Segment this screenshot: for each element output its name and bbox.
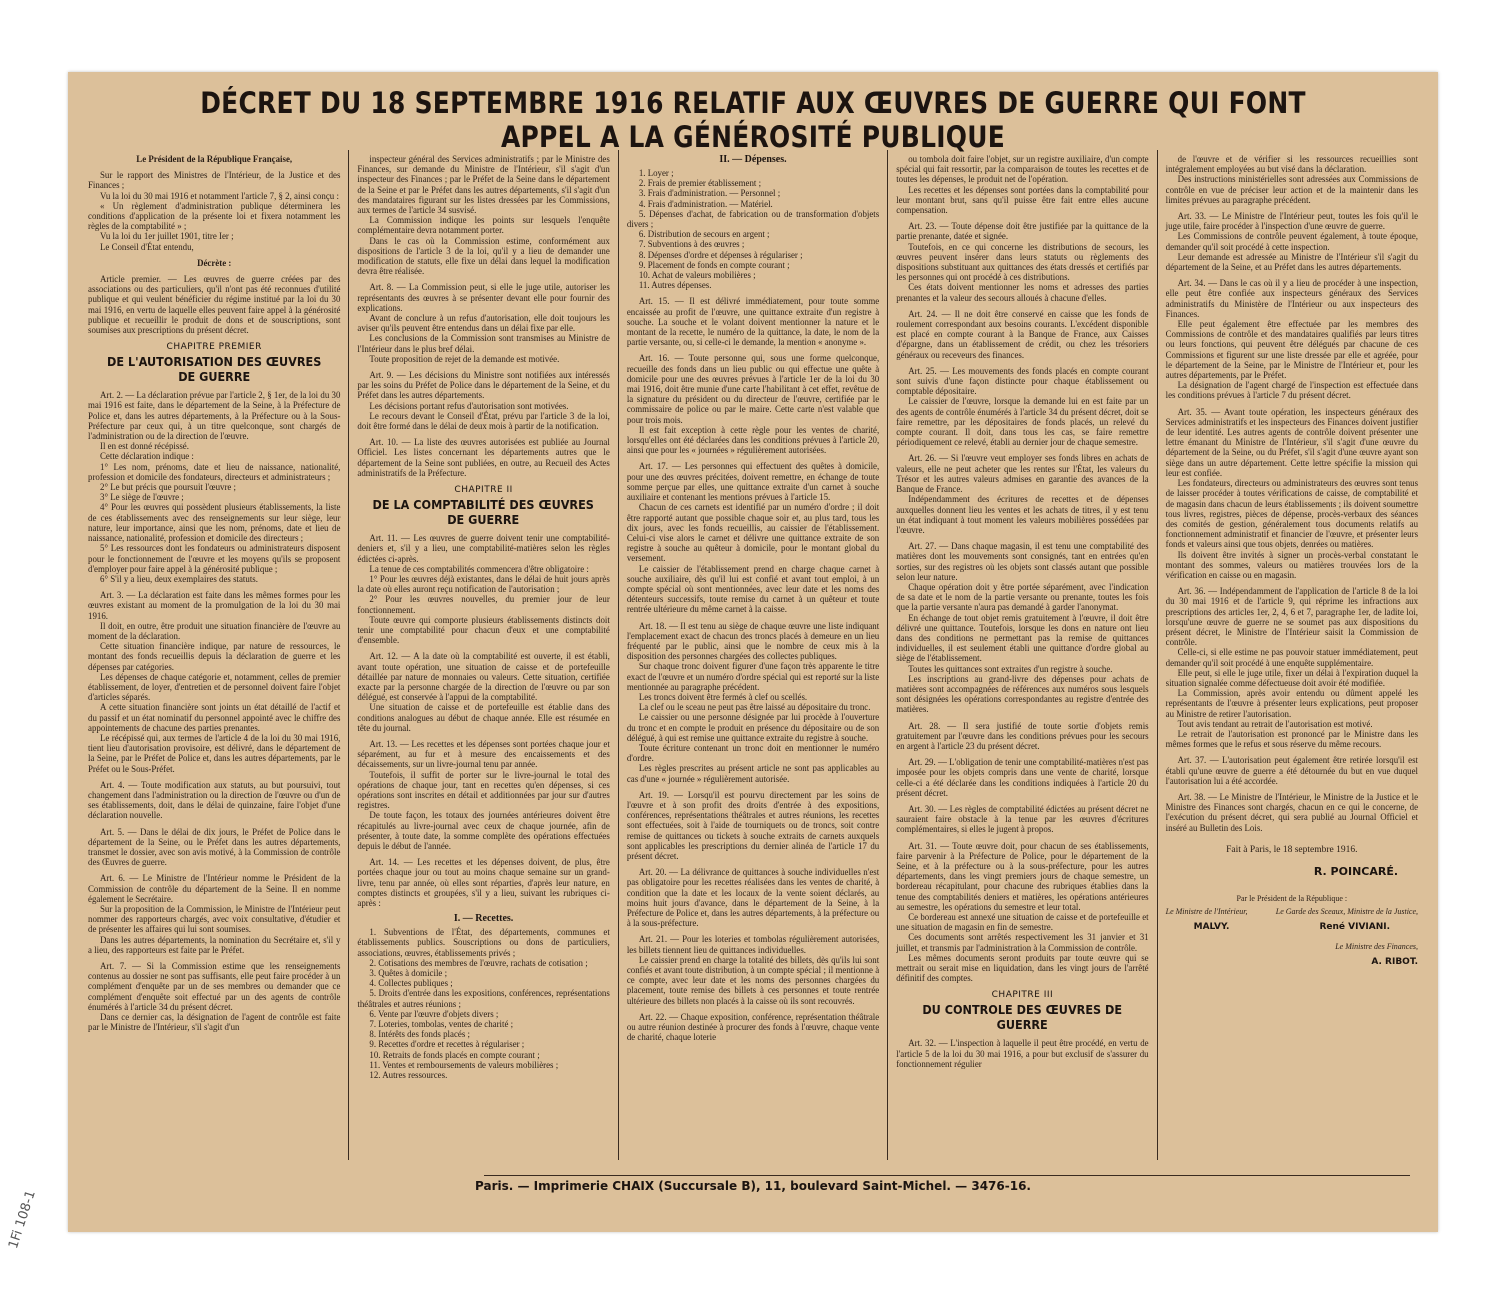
article-17: Art. 17. — Les personnes qui effectuent des quêtes à domicile, pour une des œuvres précitées, doivent remettre, en échange de toute somme perçue par elles, une quittance extraite d'un carnet à souche auxiliaire et contenant les mentions prévues à l'article 15. bbox=[626, 461, 880, 503]
article-14: Art. 14. — Les recettes et les dépenses doivent, de plus, être portées chaque jour ou tout au moins chaque semaine sur un grand-livre, tenu par année, où elles sont réparties, d'après leur nature, en comptes distincts et groupées, s'il y a lieu, suivant les rubriques ci-après : bbox=[357, 857, 610, 908]
list-item: 11. Autres dépenses. bbox=[638, 280, 712, 291]
list-item: 6. Distribution de secours en argent ; bbox=[638, 229, 770, 240]
article-36: Art. 36. — Indépendamment de l'application de l'article 8 de la loi du 30 mai 1916 et de l'article 9, qui réprime les infractions aux prescriptions des articles 1er, 2, 4, 6 et 7, paragraphe 1er, de ladite loi, lorsqu'une œuvre de guerre ne se soumet pas aux dispositions du présent décret, le Ministre de l'Intérieur saisit la Commission de contrôle. bbox=[1165, 586, 1419, 648]
paragraph: Toute écriture contenant un tronc doit en mentionner le numéro d'ordre. bbox=[626, 742, 880, 764]
article-10: Art. 10. — La liste des œuvres autorisées est publiée au Journal Officiel. Les listes concernant les départements autres que le département de la Seine sont publiées, en outre, au Recueil des Actes administratifs de la Préfecture. bbox=[357, 437, 610, 478]
paragraph: Ce bordereau est annexé une situation de caisse et de portefeuille et une situation de magasin en fin de semestre. bbox=[896, 912, 1149, 933]
list-item: 8. Intérêts des fonds placés ; bbox=[369, 1029, 470, 1040]
paragraph: La tenue de ces comptabilités commencera d'être obligatoire : bbox=[369, 563, 589, 574]
article-35: Art. 35. — Avant toute opération, les inspecteurs généraux des Services administratifs et les inspecteurs des Finances doivent justifier de leur identité. Les autres agents de contrôle doivent présenter une lettre émanant du Ministre de l'Intérieur, s'il s'agit d'une œuvre du département de la Seine, ou du Préfet, s'il s'agit d'une œuvre ayant son siège dans un autre département. Cette lettre spécifie la mission qui leur est confiée. bbox=[1165, 406, 1419, 478]
article-8: Art. 8. — La Commission peut, si elle le juge utile, autoriser les représentants des œuvres à se présenter devant elle pour fournir des explications. bbox=[357, 282, 610, 313]
footer-rule bbox=[484, 1175, 1410, 1176]
column-2 bbox=[348, 150, 617, 1160]
paragraph: Le caissier prend en charge la totalité des billets, dès qu'ils lui sont confiés et avant toute distribution, à un compte spécial ; il mentionne à ce compte, avec leur date et les noms des personnes chargées du placement, toute remise des billets à ces personnes et toute rentrée ultérieure des billets non placés à la caisse où ils sont recouvrés. bbox=[626, 954, 880, 1006]
article-11: Art. 11. — Les œuvres de guerre doivent tenir une comptabilité-deniers et, s'il y a lieu, une comptabilité-matières selon les règles édictées ci-après. bbox=[357, 533, 610, 564]
article-33: Art. 33. — Le Ministre de l'Intérieur peut, toutes les fois qu'il le juge utile, faire procéder à l'inspection d'une œuvre de guerre. bbox=[1165, 211, 1419, 232]
article-38: Art. 38. — Le Ministre de l'Intérieur, le Ministre de la Justice et le Ministre des Finances sont chargés, chacun en ce qui le concerne, de l'exécution du présent décret, qui sera publié au Journal Officiel et inséré au Bulletin des Lois. bbox=[1165, 791, 1419, 833]
paragraph: de l'œuvre et de vérifier si les ressources recueillies sont intégralement employées au but visé dans la déclaration. bbox=[1165, 154, 1419, 175]
minister-justice-name: René VIVIANI. bbox=[1319, 921, 1391, 932]
column-1 bbox=[80, 150, 348, 1160]
paragraph: Le Conseil d'État entendu, bbox=[100, 241, 194, 252]
list-item: 5. Dépenses d'achat, de fabrication ou de transformation d'objets divers ; bbox=[626, 208, 880, 230]
paragraph: Dans ce dernier cas, la désignation de l'agent de contrôle est faite par le Ministre de l'Intérieur, s'il s'agit d'un bbox=[88, 1012, 341, 1033]
paragraph: De toute façon, les totaux des journées antérieures doivent être récapitulés au livre-journal avec ceux de chaque journée, afin de présenter, à toute date, la somme complète des opérations effectuées depuis le début de l'année. bbox=[357, 810, 610, 851]
article-30: Art. 30. — Les règles de comptabilité édictées au présent décret ne sauraient faire obstacle à la tenue par les œuvres d'écritures complémentaires, si elles le jugent à propos. bbox=[896, 803, 1149, 835]
article-28: Art. 28. — Il sera justifié de toute sortie d'objets remis gratuitement par l'œuvre dans les conditions prévues pour les secours en argent à l'article 23 du présent décret. bbox=[896, 720, 1149, 751]
depenses-heading: II. — Dépenses. bbox=[719, 154, 787, 165]
paragraph: Les dépenses de chaque catégorie et, notamment, celles de premier établissement, de loyer, d'entretien et de personnel doivent faire l'objet d'articles séparés. bbox=[88, 671, 341, 703]
paragraph: Des instructions ministérielles sont adressées aux Commissions de contrôle en vue de préciser leur action et de la maintenir dans les limites prévues au paragraphe précédent. bbox=[1165, 174, 1419, 205]
president-signature: R. POINCARÉ. bbox=[1313, 864, 1399, 878]
column-5 bbox=[1157, 150, 1426, 1160]
paragraph: 2° Pour les œuvres nouvelles, du premier jour de leur fonctionnement. bbox=[357, 594, 610, 615]
paragraph: Les Commissions de contrôle peuvent également, à toute époque, demander qu'il soit procédé à cette inspection. bbox=[1165, 231, 1419, 252]
article-27: Art. 27. — Dans chaque magasin, il est tenu une comptabilité des matières dont les mouvements sont consignés, tant en entrées qu'en sorties, sur des registres où les objets sont classés autant que possible selon leur nature. bbox=[896, 541, 1149, 582]
paragraph: Ces documents sont arrêtés respectivement les 31 janvier et 31 juillet, et transmis par l'administration à la Commission de contrôle. bbox=[896, 932, 1149, 953]
paragraph: Sur chaque tronc doivent figurer d'une façon très apparente le titre exact de l'œuvre et un numéro d'ordre spécial qui est reporté sur la liste mentionnée au paragraphe précédent. bbox=[626, 661, 880, 692]
list-item: 5. Droits d'entrée dans les expositions, conférences, représentations théâtrales et autres réunions ; bbox=[357, 988, 610, 1009]
paragraph: 4° Pour les œuvres qui possèdent plusieurs établissements, la liste de ces établissements avec des renseignements sur leur siège, leur nature, leur importance, ainsi que les nom, prénoms, date et lieu de naissance, nationalité, profession et domicile des directeurs ; bbox=[88, 502, 341, 544]
paragraph: Elle peut, si elle le juge utile, fixer un délai à l'expiration duquel la situation signalée comme défectueuse doit avoir été modifiée. bbox=[1165, 667, 1419, 688]
par-le-president: Par le Président de la République : bbox=[1236, 893, 1348, 903]
paragraph: Celle-ci, si elle estime ne pas pouvoir statuer immédiatement, peut demander qu'il soit procédé à une enquête supplémentaire. bbox=[1165, 647, 1419, 668]
article-37: Art. 37. — L'autorisation peut également être retirée lorsqu'il est établi qu'une œuvre de guerre a été détournée du but en vue duquel l'autorisation lui a été accordée. bbox=[1165, 755, 1419, 786]
paragraph: 3° Le siège de l'œuvre ; bbox=[100, 492, 184, 503]
poster-sheet bbox=[68, 72, 1438, 1232]
article-20: Art. 20. — La délivrance de quittances à souche individuelles n'est pas obligatoire pour les recettes réalisées dans les ventes de charité, à condition que la date et les locaux de la vente soient déclarés, au moins huit jours d'avance, dans le département de la Seine, à la Préfecture de Police et, dans les autres départements, à la préfecture ou à la sous-préfecture. bbox=[626, 867, 880, 929]
article-18: Art. 18. — Il est tenu au siège de chaque œuvre une liste indiquant l'emplacement exact de chacun des troncs placés à demeure en un lieu fréquenté par le public, ainsi que le nombre de ceux mis à la disposition des personnes chargées des collectes publiques. bbox=[626, 620, 880, 662]
paragraph: Le caissier ou une personne désignée par lui procède à l'ouverture du tronc et en compte le produit en présence du dépositaire ou de son délégué, à qui est remise une quittance extraite du registre à souche. bbox=[626, 712, 880, 743]
article-24: Art. 24. — Il ne doit être conservé en caisse que les fonds de roulement correspondant aux besoins courants. L'excédent disponible est placé en compte courant à la Banque de France, aux Caisses d'épargne, dans un établissement de crédit, ou chez les trésoriers généraux ou receveurs des finances. bbox=[896, 308, 1149, 360]
paragraph: Sur le rapport des Ministres de l'Intérieur, de la Justice et des Finances ; bbox=[88, 170, 341, 191]
article-34: Art. 34. — Dans le cas où il y a lieu de procéder à une inspection, elle peut être confiée aux inspecteurs généraux des Services administratifs du Ministère de l'Intérieur ou aux inspecteurs des Finances. bbox=[1165, 278, 1419, 319]
decree-title: DÉCRET DU 18 SEPTEMBRE 1916 RELATIF AUX ŒUVRES DE GUERRE QUI FONT APPEL A LA GÉNÉROSITÉ PUBLIQUE bbox=[200, 86, 1306, 154]
chapter-3-title: DU CONTROLE DES ŒUVRES DE GUERRE bbox=[922, 1002, 1123, 1033]
article-21: Art. 21. — Pour les loteries et tombolas régulièrement autorisées, les billets tiennent lieu de quittances individuelles. bbox=[626, 934, 880, 955]
chapter-2-label: CHAPITRE II bbox=[454, 485, 513, 496]
paragraph: Vu la loi du 1er juillet 1901, titre Ier ; bbox=[100, 231, 234, 242]
paragraph: La désignation de l'agent chargé de l'inspection est effectuée dans les conditions prévues à l'article 7 du présent décret. bbox=[1165, 380, 1419, 401]
paragraph: Toutefois, il suffit de porter sur le livre-journal le total des opérations de chaque jour, tant en recettes qu'en dépenses, si ces opérations sont inscrites en détail et additionnées par jour sur d'autres registres. bbox=[357, 769, 610, 811]
paragraph: Les troncs doivent être fermés à clef ou scellés. bbox=[638, 691, 808, 702]
paragraph: Le caissier de l'établissement prend en charge chaque carnet à souche auxiliaire, dès qu'il lui est confié et avant tout emploi, à un compte spécial où sont mentionnées, avec leur date et les noms des détenteurs successifs, toute remise du carnet à un quêteur et toute rentrée ultérieure du même carnet à la caisse. bbox=[626, 563, 880, 615]
article-26: Art. 26. — Si l'œuvre veut employer ses fonds libres en achats de valeurs, elle ne peut acheter que les rentes sur l'État, les valeurs du Trésor et les autres valeurs admises en garantie des avances de la Banque de France. bbox=[896, 453, 1149, 495]
paragraph: Le retrait de l'autorisation est prononcé par le Ministre dans les mêmes formes que le refus et sous réserve du même recours. bbox=[1165, 728, 1419, 750]
article-12: Art. 12. — A la date où la comptabilité est ouverte, il est établi, avant toute opération, une situation de caisse et de portefeuille détaillée par nature de monnaies ou valeurs. Cette situation, certifiée exacte par la personne chargée de la direction de l'œuvre ou par son délégué, est conservée à l'appui de la comptabilité. bbox=[357, 651, 610, 703]
list-item: 2. Cotisations des membres de l'œuvre, rachats de cotisation ; bbox=[369, 957, 588, 968]
list-item: 3. Frais d'administration. — Personnel ; bbox=[638, 188, 781, 199]
paragraph: Avant de conclure à un refus d'autorisation, elle doit toujours les aviser qu'ils peuvent être entendus dans un délai fixe par elle. bbox=[357, 313, 610, 334]
paragraph: 1° Les nom, prénoms, date et lieu de naissance, nationalité, profession et domicile des fondateurs, directeurs et administrateurs ; bbox=[88, 461, 341, 482]
printer-imprint: Paris. — Imprimerie CHAIX (Succursale B), 11, boulevard Saint-Michel. — 3476-16. bbox=[475, 1179, 1031, 1193]
list-item: 7. Subventions à des œuvres ; bbox=[638, 239, 745, 250]
article-4: Art. 4. — Toute modification aux statuts, au but poursuivi, tout changement dans l'administration ou la direction de l'œuvre ou d'un de ses établissements, doit, dans le délai de quinzaine, faire l'objet d'une déclaration nouvelle. bbox=[88, 779, 341, 821]
paragraph: A cette situation financière sont joints un état détaillé de l'actif et du passif et un état nominatif du personnel appointé avec le chiffre des appointements de chacune des parties prenantes. bbox=[88, 702, 341, 733]
list-item: 9. Recettes d'ordre et recettes à régulariser ; bbox=[369, 1039, 525, 1050]
paragraph: Dans les autres départements, la nomination du Secrétaire et, s'il y a lieu, des rapporteurs est faite par le Préfet. bbox=[88, 934, 341, 955]
list-item: 10. Achat de valeurs mobilières ; bbox=[638, 270, 756, 281]
paragraph: Tout avis tendant au retrait de l'autorisation est motivé. bbox=[1177, 718, 1373, 729]
article-19: Art. 19. — Lorsqu'il est pourvu directement par les soins de l'œuvre et à son profit des droits d'entrée à des expositions, conférences, représentations théâtrales et autres réunions, les recettes sont effectuées, soit à l'aide de tourniquets ou de troncs, soit contre remise de quittances ou tickets à souche extraits de carnets auxquels sont applicables les prescriptions du dernier alinéa de l'article 17 du présent décret. bbox=[626, 789, 880, 861]
paragraph: Il est fait exception à cette règle pour les ventes de charité, lorsqu'elles ont été déclarées dans les conditions prévues à l'article 20, ainsi que pour les « journées » régulièrement autorisées. bbox=[626, 424, 880, 456]
article-5: Art. 5. — Dans le délai de dix jours, le Préfet de Police dans le département de la Seine, ou le Préfet dans les autres départements, transmet le dossier, avec son avis motivé, à la Commission de contrôle des Œuvres de guerre. bbox=[88, 826, 341, 868]
list-item: 7. Loteries, tombolas, ventes de charité ; bbox=[369, 1019, 514, 1030]
paragraph: Le recours devant le Conseil d'État, prévu par l'article 3 de la loi, doit être formé dans le délai de deux mois à partir de la notification. bbox=[357, 410, 610, 432]
paragraph: Chacun de ces carnets est identifié par un numéro d'ordre ; il doit être rapporté autant que possible chaque soir et, au plus tard, tous les dix jours, avec les fonds recueillis, au caissier de l'établissement. Celui-ci vise alors le carnet et délivre une quittance extraite de son registre à souche au quêteur à domicile, pour le montant global du versement. bbox=[626, 502, 880, 564]
paragraph: 6° S'il y a lieu, deux exemplaires des statuts. bbox=[100, 573, 258, 584]
paragraph: La clef ou le sceau ne peut pas être laissé au dépositaire du tronc. bbox=[638, 702, 871, 713]
paragraph: Le caissier de l'œuvre, lorsque la demande lui en est faite par un des agents de contrôle énumérés à l'article 34 du présent décret, doit se faire remettre, par les dépositaires de fonds placés, un relevé du compte courant. Il doit, dans tous les cas, se faire remettre périodiquement ce relevé, établi au dernier jour de chaque semestre. bbox=[896, 396, 1149, 448]
decrete: Décrète : bbox=[197, 257, 232, 268]
list-item: 4. Collectes publiques ; bbox=[369, 978, 453, 989]
minister-justice-label: Le Garde des Sceaux, Ministre de la Justice, bbox=[1275, 906, 1419, 916]
minister-finances-label: Le Ministre des Finances, bbox=[1335, 941, 1419, 951]
paragraph: 5° Les ressources dont les fondateurs ou administrateurs disposent pour le fonctionnement de l'œuvre et les moyens qu'ils se proposent d'employer pour faire appel à la générosité publique ; bbox=[88, 543, 341, 574]
paragraph: Le récépissé qui, aux termes de l'article 4 de la loi du 30 mai 1916, tient lieu d'autorisation provisoire, est délivré, dans le département de la Seine, par le Préfet de Police et, dans les autres départements, par le Préfet ou le Sous-Préfet. bbox=[88, 732, 341, 774]
chapter-1-title: DE L'AUTORISATION DES ŒUVRES DE GUERRE bbox=[107, 354, 322, 385]
minister-finances bbox=[1166, 942, 1418, 967]
paragraph: Chaque opération doit y être portée séparément, avec l'indication de sa date et le nom de la partie versante ou prenante, toutes les fois que la partie versante n'aura pas demandé à garder l'anonymat. bbox=[896, 581, 1149, 613]
paragraph: En échange de tout objet remis gratuitement à l'œuvre, il doit être délivré une quittance. Toutefois, lorsque les dons en nature ont lieu dans des conditions ne permettant pas la remise de quittances individuelles, il est seulement établi une quittance d'ordre global au siège de l'établissement. bbox=[896, 612, 1149, 664]
list-item: 3. Quêtes à domicile ; bbox=[369, 968, 448, 979]
paragraph: inspecteur général des Services administratifs ; par le Ministre des Finances, sur demande du Ministre de l'Intérieur, s'il s'agit d'un inspecteur des Finances ; par le Préfet de la Seine dans le département de la Seine et par le Préfet dans les autres départements, s'il s'agit d'un des mandataires figurant sur les listes dressées par les Commissions, aux termes de l'article 34 susvisé. bbox=[357, 154, 610, 216]
paragraph: Ils doivent être invités à signer un procès-verbal constatant le montant des sommes, valeurs ou matières trouvées lors de la vérification en caisse ou en magasin. bbox=[1165, 549, 1419, 580]
paragraph: Cette déclaration indique : bbox=[100, 451, 194, 462]
article-9: Art. 9. — Les décisions du Ministre sont notifiées aux intéressés par les soins du Préfet de Police dans le département de la Seine, et du Préfet dans les autres départements. bbox=[357, 370, 610, 401]
minister-finances-name: A. RIBOT. bbox=[1371, 956, 1419, 967]
paragraph: La Commission, après avoir entendu ou dûment appelé les représentants de l'œuvre à présenter leurs explications, peut proposer au Ministre de retirer l'autorisation. bbox=[1165, 688, 1419, 719]
list-item: 4. Frais d'administration. — Matériel. bbox=[638, 198, 773, 209]
article-29: Art. 29. — L'obligation de tenir une comptabilité-matières n'est pas imposée pour les objets compris dans une vente de charité, lorsque celle-ci a été déclarée dans les conditions indiquées à l'article 20 du présent décret. bbox=[896, 757, 1149, 798]
list-item: 6. Vente par l'œuvre d'objets divers ; bbox=[369, 1008, 499, 1019]
article-1: Article premier. — Les œuvres de guerre créées par des associations ou des particuliers, qu'il n'ont pas été reconnues d'utilité publique et qui veulent bénéficier du régime institué par la loi du 30 mai 1916, en vertu de laquelle elles peuvent faire appel à la générosité publique et recueillir le produit de dons et de souscriptions, sont soumises aux prescriptions du présent décret. bbox=[88, 274, 341, 336]
paragraph: Vu la loi du 30 mai 1916 et notamment l'article 7, § 2, ainsi conçu : bbox=[100, 190, 339, 201]
article-15: Art. 15. — Il est délivré immédiatement, pour toute somme encaissée au profit de l'œuvre, une quittance extraite d'un registre à souche. La souche et le volant doivent mentionner la nature et le montant de la recette, le numéro de la quittance, la date, le nom de la partie versante, ou, si celle-ci le demande, la mention « anonyme ». bbox=[626, 296, 880, 348]
paragraph: Cette situation financière indique, par nature de ressources, le montant des fonds recueillis depuis la déclaration de guerre et les dépenses par catégories. bbox=[88, 641, 341, 672]
article-22: Art. 22. — Chaque exposition, conférence, représentation théâtrale ou autre réunion destinée à procurer des fonds à l'œuvre, chaque vente de charité, chaque loterie bbox=[626, 1011, 880, 1043]
paragraph: Toutefois, en ce qui concerne les distributions de secours, les œuvres peuvent insérer dans leurs statuts ou règlements des dispositions substituant aux quittances des états dressés et certifiés par les personnes qui ont procédé à ces distributions. bbox=[896, 241, 1149, 283]
list-item: 9. Placement de fonds en compte courant ; bbox=[638, 259, 790, 270]
paragraph: Dans le cas où la Commission estime, conformément aux dispositions de l'article 3 de la loi, qu'il y a lieu de demander une modification de statuts, elle fixe un délai dans lequel la modification devra être réalisée. bbox=[357, 235, 610, 277]
paragraph: Toutes les quittances sont extraites d'un registre à souche. bbox=[908, 663, 1113, 674]
paragraph: « Un règlement d'administration publique déterminera les conditions d'application de la présente loi et fixera notamment les règles de la comptabilité » ; bbox=[88, 200, 341, 232]
paragraph: Les règles prescrites au présent article ne sont pas applicables au cas d'une « journée » régulièrement autorisée. bbox=[626, 763, 880, 784]
article-13: Art. 13. — Les recettes et les dépenses sont portées chaque jour et séparément, au fur et à mesure des encaissements et des décaissements, sur un livre-journal tenu par année. bbox=[357, 738, 610, 770]
list-item: 1. Subventions de l'État, des départements, communes et établissements publics. Souscriptions ou dons de particuliers, associations, œuvres, établissements privés ; bbox=[357, 927, 610, 958]
paragraph: ou tombola doit faire l'objet, sur un registre auxiliaire, d'un compte spécial qui fait ressortir, par la comparaison de toutes les recettes et de toutes les dépenses, le produit net de l'opération. bbox=[896, 154, 1149, 185]
minister-labels bbox=[1166, 907, 1418, 916]
paragraph: Les décisions portant refus d'autorisation sont motivées. bbox=[369, 400, 569, 411]
paragraph: Elle peut également être effectuée par les membres des Commissions de contrôle et des mandataires qualifiés par leurs titres ou leurs fonctions, qui peuvent être délégués par chacune de ces Commissions et figurent sur une liste dressée par elle et agréée, pour le département de la Seine, par le Ministre de l'Intérieur et, pour les autres départements, par le Préfet. bbox=[1165, 319, 1419, 381]
paragraph: Leur demande est adressée au Ministre de l'Intérieur s'il s'agit du département de la Seine, et au Préfet dans les autres départements. bbox=[1165, 251, 1419, 273]
article-32: Art. 32. — L'inspection à laquelle il peut être procédé, en vertu de l'article 5 de la loi du 30 mai 1916, a pour but exclusif de s'assurer du fonctionnement régulier bbox=[896, 1038, 1149, 1069]
paragraph: Les fondateurs, directeurs ou administrateurs des œuvres sont tenus de laisser procéder à toutes vérifications de caisse, de comptabilité et de magasin dans chacun de leurs établissements ; ils doivent soumettre tous livres, registres, pièces de dépense, procès-verbaux des séances des comités de gestion, généralement tous documents relatifs au fonctionnement administratif et financier de l'œuvre, et présenter leurs fonds et valeurs ainsi que tous objets, denrées ou matières. bbox=[1165, 478, 1419, 550]
article-31: Art. 31. — Toute œuvre doit, pour chacun de ses établissements, faire parvenir à la Préfecture de Police, pour le département de la Seine, et à la préfecture ou à la sous-préfecture, pour les autres départements, dans les vingt premiers jours de chaque semestre, un bordereau récapitulant, pour chacune des rubriques établies dans la tenue des comptabilités deniers et matières, les opérations antérieures au semestre, les opérations du semestre et leur total. bbox=[896, 840, 1149, 912]
archive-call-number: 1Fi 108-1 bbox=[6, 1188, 39, 1251]
article-7: Art. 7. — Si la Commission estime que les renseignements contenus au dossier ne sont pas suffisants, elle peut faire procéder à un complément d'enquête par un de ses membres ou demander que ce complément d'enquête soit effectué par un des agents de contrôle énumérés à l'article 34 du présent décret. bbox=[88, 961, 341, 1012]
minister-interior-name: MALVY. bbox=[1193, 921, 1230, 932]
list-item: 2. Frais de premier établissement ; bbox=[638, 178, 762, 189]
paragraph: Les conclusions de la Commission sont transmises au Ministre de l'Intérieur dans le plus bref délai. bbox=[357, 333, 610, 354]
chapter-3-label: CHAPITRE III bbox=[991, 990, 1054, 1001]
recettes-heading: I. — Recettes. bbox=[453, 913, 514, 925]
paragraph: Il en est donné récépissé. bbox=[100, 441, 189, 452]
paragraph: Ces états doivent mentionner les noms et adresses des parties prenantes et la valeur des secours alloués à chacune d'elles. bbox=[896, 282, 1149, 303]
signature-date: Fait à Paris, le 18 septembre 1916. bbox=[1226, 844, 1358, 855]
paragraph: Les inscriptions au grand-livre des dépenses pour achats de matières sont accompagnées de références aux numéros sous lesquels sont désignées les opérations correspondantes au registre d'entrée des matières. bbox=[896, 673, 1149, 715]
paragraph: Il doit, en outre, être produit une situation financière de l'œuvre au moment de la déclaration. bbox=[88, 620, 341, 641]
article-25: Art. 25. — Les mouvements des fonds placés en compte courant sont suivis d'une façon distincte pour chaque établissement ou comptable dépositaire. bbox=[896, 365, 1149, 397]
paragraph: La Commission indique les points sur lesquels l'enquête complémentaire devra notamment porter. bbox=[357, 215, 610, 236]
minister-interior-label: Le Ministre de l'Intérieur, bbox=[1165, 906, 1248, 916]
minister-names bbox=[1166, 922, 1418, 932]
paragraph: Sur la proposition de la Commission, le Ministre de l'Intérieur peut nommer des rapporteurs chargés, avec voix consultative, d'étudier et de présenter les affaires qui lui sont soumises. bbox=[88, 904, 341, 935]
chapter-1-label: CHAPITRE PREMIER bbox=[166, 342, 262, 353]
article-2: Art. 2. — La déclaration prévue par l'article 2, § 1er, de la loi du 30 mai 1916 est faite, dans le département de la Seine, à la Préfecture de Police et, dans les autres départements, à la Préfecture ou à la Sous-Préfecture par ceux qui, à un titre quelconque, sont chargés de l'administration ou de la direction de l'œuvre. bbox=[88, 390, 341, 442]
article-16: Art. 16. — Toute personne qui, sous une forme quelconque, recueille des fonds dans un lieu public ou qui effectue une quête à domicile pour une des œuvres prévues à l'article 1er de la loi du 30 mai 1916, doit être munie d'une carte l'habilitant à cet effet, revêtue de la signature du président ou du directeur de l'œuvre, certifiée par le commissaire de police ou par le maire. Cette carte n'est valable que pour trois mois. bbox=[626, 353, 880, 425]
paragraph: Indépendamment des écritures de recettes et de dépenses auxquelles donnent lieu les ventes et les achats de titres, il y est tenu un état indiquant à tout moment les valeurs mobilières possédées par l'œuvre. bbox=[896, 494, 1149, 535]
text-columns bbox=[80, 150, 1426, 1160]
list-item: 12. Autres ressources. bbox=[369, 1070, 448, 1081]
paragraph: 1° Pour les œuvres déjà existantes, dans le délai de huit jours après la date où elles auront reçu notification de l'autorisation ; bbox=[357, 573, 610, 595]
column-3 bbox=[618, 150, 887, 1160]
list-item: 10. Retraits de fonds placés en compte courant ; bbox=[369, 1049, 540, 1060]
article-23: Art. 23. — Toute dépense doit être justifiée par la quittance de la partie prenante, datée et signée. bbox=[896, 221, 1149, 242]
chapter-2-title: DE LA COMPTABILITÉ DES ŒUVRES DE GUERRE bbox=[372, 497, 595, 528]
paragraph: Toute œuvre qui comporte plusieurs établissements distincts doit tenir une comptabilité pour chacun d'eux et une comptabilité d'ensemble. bbox=[357, 614, 610, 646]
article-6: Art. 6. — Le Ministre de l'Intérieur nomme le Président de la Commission de contrôle du département de la Seine. Il en nomme également le Secrétaire. bbox=[88, 873, 341, 904]
list-item: 1. Loyer ; bbox=[638, 168, 674, 178]
paragraph: 2° Le but précis que poursuit l'œuvre ; bbox=[100, 482, 237, 493]
column-4 bbox=[887, 150, 1156, 1160]
list-item: 11. Ventes et remboursements de valeurs mobilières ; bbox=[369, 1059, 559, 1070]
article-3: Art. 3. — La déclaration est faite dans les mêmes formes pour les œuvres existant au moment de la promulgation de la loi du 30 mai 1916. bbox=[88, 590, 341, 621]
head: Le Président de la République Française, bbox=[136, 154, 293, 164]
paragraph: Les mêmes documents seront produits par toute œuvre qui se mettrait ou serait mise en liquidation, dans les vingt jours de l'arrêté définitif des comptes. bbox=[896, 952, 1149, 984]
paragraph: Toute proposition de rejet de la demande est motivée. bbox=[369, 353, 560, 364]
paragraph: Les recettes et les dépenses sont portées dans la comptabilité pour leur montant brut, sans qu'il puisse être fait entre elles aucune compensation. bbox=[896, 184, 1149, 216]
list-item: 8. Dépenses d'ordre et dépenses à régulariser ; bbox=[638, 249, 803, 260]
paragraph: Une situation de caisse et de portefeuille est établie dans des conditions analogues au début de chaque année. Elle est résumée en tête du journal. bbox=[357, 702, 610, 733]
